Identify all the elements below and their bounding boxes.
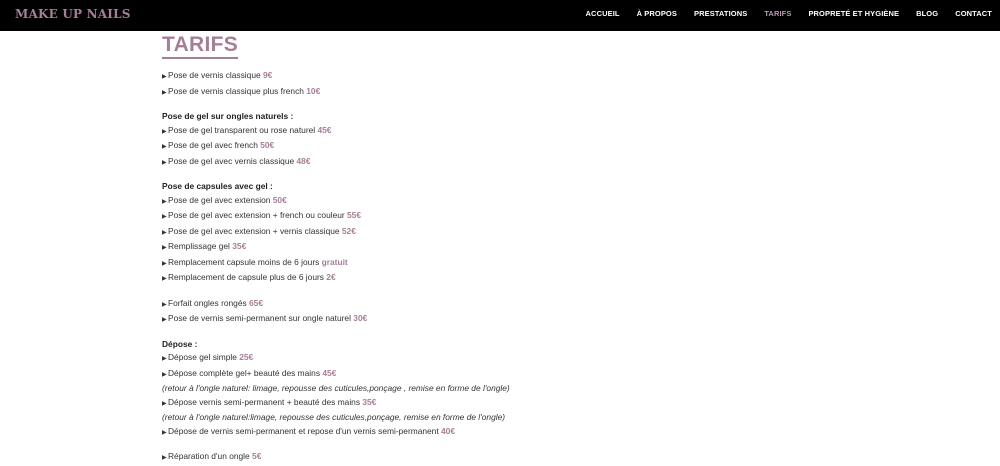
price: 55€ xyxy=(347,210,361,220)
list-item: ▶Dépose complète gel+ beauté des mains 45€ xyxy=(162,367,762,383)
list-item: ▶Pose de gel avec extension 50€ xyxy=(162,194,762,210)
price: 40€ xyxy=(441,425,455,436)
note-text: (retour à l'ongle naturel: limage, repousse des cuticules,ponçage , remise en forme de l'ongle) xyxy=(162,383,510,393)
list-item: ▶Dépose gel simple 25€ xyxy=(162,351,762,367)
caret-right-icon: ▶ xyxy=(162,429,167,436)
caret-right-icon: ▶ xyxy=(162,89,167,96)
price: 25€ xyxy=(239,352,254,362)
list-item: ▶Remplacement de capsule plus de 6 jours 2€ xyxy=(162,271,762,287)
note-text: (retour à l'ongle naturel:limage, repousse des cuticules,ponçage, remise en forme de l'ongle) xyxy=(162,412,506,422)
price: 48€ xyxy=(296,155,311,166)
price: 50€ xyxy=(260,140,275,150)
list-item: ▶Pose de gel avec extension + french ou couleur 55€ xyxy=(162,209,762,225)
caret-right-icon: ▶ xyxy=(162,356,167,362)
price: 30€ xyxy=(353,313,368,323)
caret-right-icon: ▶ xyxy=(162,301,167,308)
list-item: ▶Pose de gel avec vernis classique 48€ xyxy=(162,155,762,171)
caret-right-icon: ▶ xyxy=(162,229,167,236)
list-item: ▶Remplacement capsule moins de 6 jours gratuit xyxy=(162,256,762,272)
list-item: ▶Pose de vernis classique 9€ xyxy=(162,69,762,85)
price: 65€ xyxy=(249,297,263,308)
nav-item-blog[interactable]: BLOG xyxy=(916,9,939,18)
main-content xyxy=(162,33,762,466)
price: 5€ xyxy=(252,451,262,461)
price: 9€ xyxy=(262,70,273,80)
section-heading-capsules: Pose de capsules avec gel : xyxy=(162,181,273,191)
caret-right-icon: ▶ xyxy=(162,276,167,282)
caret-right-icon: ▶ xyxy=(162,400,167,407)
price: 10€ xyxy=(306,85,321,96)
nav-item-prestations[interactable]: PRESTATIONS xyxy=(693,9,748,18)
price: 45€ xyxy=(317,124,332,135)
price: gratuit xyxy=(321,256,348,267)
price: 35€ xyxy=(362,396,377,407)
section-heading-gel: Pose de gel sur ongles naturels : xyxy=(162,111,294,121)
page-title: TARIFS xyxy=(162,33,238,59)
price: 35€ xyxy=(232,241,247,251)
list-item: ▶Pose de gel avec extension + vernis classique 52€ xyxy=(162,225,762,241)
site-logo[interactable]: MAKE UP NAILS xyxy=(15,7,131,21)
list-item: ▶Forfait ongles rongés 65€ xyxy=(162,297,762,313)
price: 2€ xyxy=(326,272,336,282)
list-item: ▶Dépose vernis semi-permanent + beauté des mains 35€ xyxy=(162,396,762,412)
price: 52€ xyxy=(341,225,356,236)
price: 50€ xyxy=(272,194,287,205)
list-item: ▶Pose de gel avec french 50€ xyxy=(162,139,762,155)
caret-right-icon: ▶ xyxy=(162,317,167,323)
caret-right-icon: ▶ xyxy=(162,128,167,135)
nav-item-contact[interactable]: CONTACT xyxy=(955,9,992,18)
caret-right-icon: ▶ xyxy=(162,159,167,166)
top-navigation-bar xyxy=(0,0,1000,31)
main-nav xyxy=(569,9,992,18)
nav-item-accueil[interactable]: ACCUEIL xyxy=(585,9,620,18)
caret-right-icon: ▶ xyxy=(162,260,167,267)
caret-right-icon: ▶ xyxy=(162,74,167,80)
caret-right-icon: ▶ xyxy=(162,214,167,220)
caret-right-icon: ▶ xyxy=(162,245,167,251)
nav-item-tarifs[interactable]: TARIFS xyxy=(764,9,792,18)
caret-right-icon: ▶ xyxy=(162,371,167,378)
list-item: ▶Remplissage gel 35€ xyxy=(162,240,762,256)
section-heading-depose: Dépose : xyxy=(162,338,198,349)
list-item: ▶Réparation d'un ongle 5€ xyxy=(162,450,762,466)
caret-right-icon: ▶ xyxy=(162,144,167,150)
list-item: ▶Dépose de vernis semi-permanent et repose d'un vernis semi-permanent 40€ xyxy=(162,425,762,441)
list-item: ▶Pose de vernis semi-permanent sur ongle naturel 30€ xyxy=(162,312,762,328)
nav-item-proprete-hygiene[interactable]: PROPRETÉ ET HYGIÈNE xyxy=(808,9,900,18)
price-list xyxy=(162,69,762,466)
price: 45€ xyxy=(322,367,337,378)
caret-right-icon: ▶ xyxy=(162,455,167,461)
nav-item-a-propos[interactable]: À PROPOS xyxy=(636,9,677,18)
caret-right-icon: ▶ xyxy=(162,198,167,205)
list-item: ▶Pose de gel transparent ou rose naturel 45€ xyxy=(162,124,762,140)
list-item: ▶Pose de vernis classique plus french 10€ xyxy=(162,85,762,101)
